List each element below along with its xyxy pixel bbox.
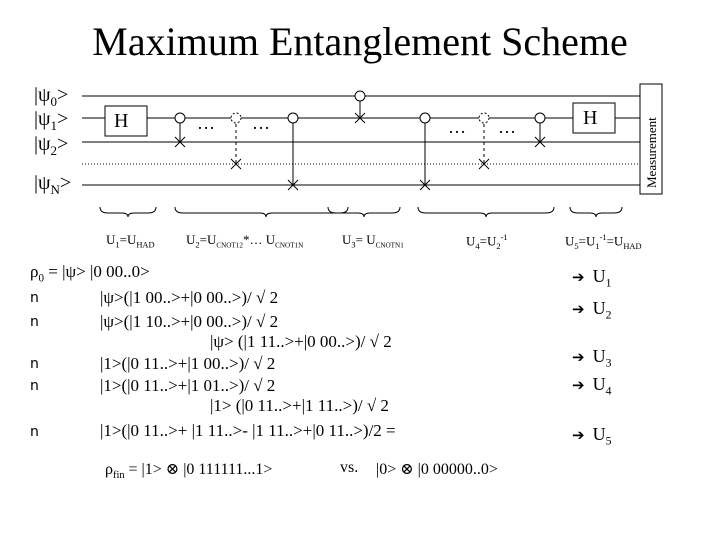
wire-label-psiN: $|\psi_N>$ <box>34 172 72 197</box>
h-gate-right-label: H <box>583 107 598 129</box>
ellipsis-1: … <box>197 113 215 133</box>
bullet-4: n <box>30 378 39 394</box>
arrow-u4: ➔ $U_4$ <box>572 374 612 398</box>
u5-label: $U_5=U_1^{-1}=U_{HAD}$ <box>565 232 642 251</box>
bullet-5: n <box>30 424 39 440</box>
u1-label: $U_1=U_{HAD}$ <box>106 232 155 250</box>
state-line-5: |1>(|0 11..>+|1 01..>)/ √ 2 <box>100 376 276 395</box>
cnot-gate-dashed-2 <box>479 113 489 169</box>
cnot-gate-dashed-1 <box>231 113 241 169</box>
vs-label: vs. <box>340 459 359 476</box>
brace-u3 <box>328 207 400 217</box>
bullet-1: n <box>30 290 39 306</box>
arrow-u3: ➔ $U_3$ <box>572 346 612 370</box>
arrow-icon: ➔ <box>572 300 585 318</box>
quantum-wires <box>82 96 640 185</box>
u3-label: $U_3= U_{CNOTN1}$ <box>342 232 404 250</box>
state-line-6: |1> (|0 11..>+|1 11..>)/ √ 2 <box>210 396 389 415</box>
ellipsis-3: … <box>448 117 466 137</box>
arrow-u1: ➔ $U_1$ <box>572 266 612 290</box>
arrow-u5: ➔ $U_5$ <box>572 424 612 448</box>
wire-label-psi0: $|\psi_0>$ <box>34 84 69 109</box>
wire-label-psi2: $|\psi_2>$ <box>34 133 69 158</box>
measurement-label: Measurement <box>644 117 659 188</box>
brace-u2 <box>175 207 348 217</box>
brace-u5 <box>570 207 622 217</box>
cnot-gate-1N-inverse <box>420 113 430 190</box>
arrow-u2: ➔ $U_2$ <box>572 298 612 322</box>
bullet-2: n <box>30 314 39 330</box>
ellipsis-2: … <box>252 113 270 133</box>
rho-alt: |0> ⊗ |0 00000..0> <box>376 461 498 478</box>
state-line-3: |ψ> (|1 11..>+|0 00..>)/ √ 2 <box>210 332 392 351</box>
bullet-3: n <box>30 356 39 372</box>
state-line-1: |ψ>(|1 00..>+|0 00..>)/ √ 2 <box>100 288 279 307</box>
ellipsis-4: … <box>498 117 516 137</box>
state-line-7: |1>(|0 11..>+ |1 11..>- |1 11..>+|0 11..>)/2 = <box>100 421 396 440</box>
arrow-icon: ➔ <box>572 348 585 366</box>
brace-u4 <box>418 207 554 217</box>
arrow-icon: ➔ <box>572 426 585 444</box>
page-title: Maximum Entanglement Scheme <box>92 19 628 64</box>
u-braces <box>100 207 622 217</box>
u2-label: $U_2=U_{CNOT12}*\dots$ $U_{CNOT1N}$ <box>186 232 304 250</box>
rho-fin-line: $\rho_{fin} = |1>$ ⊗ |0 111111...1> <box>105 461 273 482</box>
arrow-icon: ➔ <box>572 268 585 286</box>
arrow-icon: ➔ <box>572 376 585 394</box>
state-line-4: |1>(|0 11..>+|1 00..>)/ √ 2 <box>100 354 276 373</box>
rho0-line: $\rho_0 = |\psi> |0$ 00..0> <box>30 262 150 285</box>
u4-label: $U_4=U_2^{-1}$ <box>466 232 508 251</box>
cnot-gate-1N <box>288 113 298 190</box>
state-line-2: |ψ>(|1 10..>+|0 00..>)/ √ 2 <box>100 312 279 331</box>
wire-label-psi1: $|\psi_1>$ <box>34 108 69 133</box>
brace-u1 <box>100 207 156 217</box>
h-gate-left-label: H <box>114 110 129 132</box>
